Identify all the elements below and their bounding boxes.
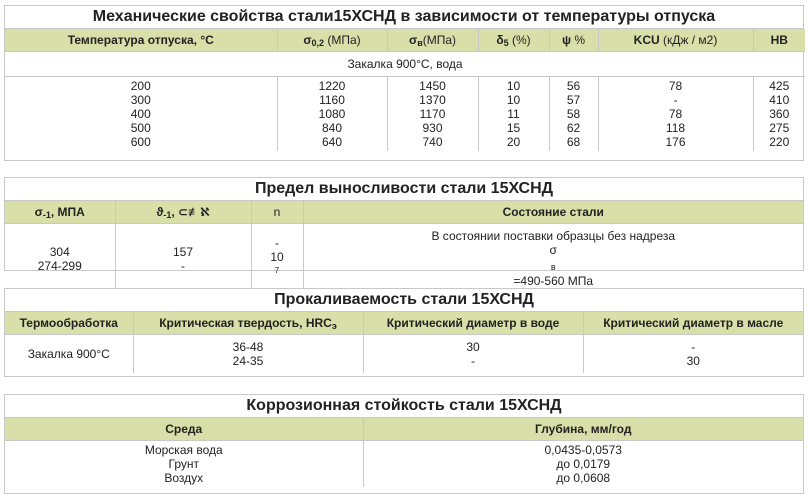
cycles-header: n <box>251 201 303 224</box>
hardenability-data-row <box>5 335 803 373</box>
corrosion-data-row <box>5 441 803 488</box>
hardenability-grid <box>5 312 803 373</box>
hardness-header: HB <box>753 29 805 52</box>
oil-diameter-values: - 30 <box>583 335 803 373</box>
hardenability-table <box>4 288 804 377</box>
corrosion-grid <box>5 418 803 487</box>
endurance-header-row <box>5 201 803 224</box>
cycles-values: - 10 $^7$ <box>251 224 303 291</box>
critical-hardness-values: 36-48 24-35 <box>133 335 363 373</box>
depth-values: 0,0435-0,0573 до 0,0179 до 0,0608 <box>363 441 803 488</box>
elongation-header: $\delta_5$ (%) <box>478 29 549 52</box>
temp-values: 200 300 400 500 600 <box>130 79 151 149</box>
endurance-data-row <box>5 224 803 291</box>
elongation-values: 10 10 11 15 20 <box>478 77 549 152</box>
reduction-values: 56 57 58 62 68 <box>549 77 598 152</box>
sigma-values: 304 274-299 <box>37 244 82 273</box>
treatment-value: Закалка 900°С <box>27 346 110 361</box>
hardness-values: 425 410 360 275 220 <box>753 77 805 152</box>
depth-header: Глубина, мм/год <box>363 418 803 441</box>
endurance-table <box>4 177 804 288</box>
tensile-values: 1450 1370 1170 930 740 <box>387 77 478 152</box>
endurance-grid <box>5 201 803 290</box>
mechanical-header-row <box>5 29 805 52</box>
environment-values: Морская вода Грунт Воздух <box>144 443 223 485</box>
sigma-header: $\sigma_{-1}$, МПА <box>5 201 115 224</box>
corrosion-header-row <box>5 418 803 441</box>
state-header: Состояние стали <box>303 201 803 224</box>
critical-hardness-header: Критическая твердость, $HRC_э$ <box>133 312 363 335</box>
tensile-strength-header: $\sigma_в(МПа)$ <box>387 29 478 52</box>
corrosion-title: Коррозионная стойкость стали 15ХСНД <box>5 395 803 418</box>
treatment-header: Термообработка <box>5 312 133 335</box>
environment-header: Среда <box>5 418 363 441</box>
mechanical-properties-title: Механические свойства стали15ХСНД в зависимости от температуры отпуска <box>5 6 803 29</box>
impact-values: 78 - 78 118 176 <box>598 77 753 152</box>
yield-values: 1220 1160 1080 840 640 <box>277 77 387 152</box>
tau-values: 157 - <box>115 224 251 291</box>
mechanical-properties-table <box>4 5 804 161</box>
hardenability-title: Прокаливаемость стали 15ХСНД <box>5 289 803 312</box>
yield-strength-header: $\sigma_{0,2}$ (МПа) <box>277 29 387 52</box>
water-diameter-values: 30 - <box>363 335 583 373</box>
tau-header: $ϑ_{-1}$, ⊂≢ℵ <box>115 201 251 224</box>
temp-header: Температура отпуска, °С <box>5 29 277 52</box>
impact-header: KCU (кДж / м2) <box>598 29 753 52</box>
water-diameter-header: Критический диаметр в воде <box>363 312 583 335</box>
oil-diameter-header: Критический диаметр в масле <box>583 312 803 335</box>
state-value: В состоянии поставки образцы без надреза σ $_в$ =490-560 МПа <box>303 224 803 291</box>
mechanical-properties-grid <box>5 29 805 151</box>
corrosion-table <box>4 394 804 494</box>
hardenability-header-row <box>5 312 803 335</box>
quench-label: Закалка 900°С, вода <box>5 52 805 77</box>
mechanical-data-row <box>5 77 805 152</box>
reduction-header: ψ % <box>549 29 598 52</box>
endurance-title: Предел выносливости стали 15ХСНД <box>5 178 803 201</box>
